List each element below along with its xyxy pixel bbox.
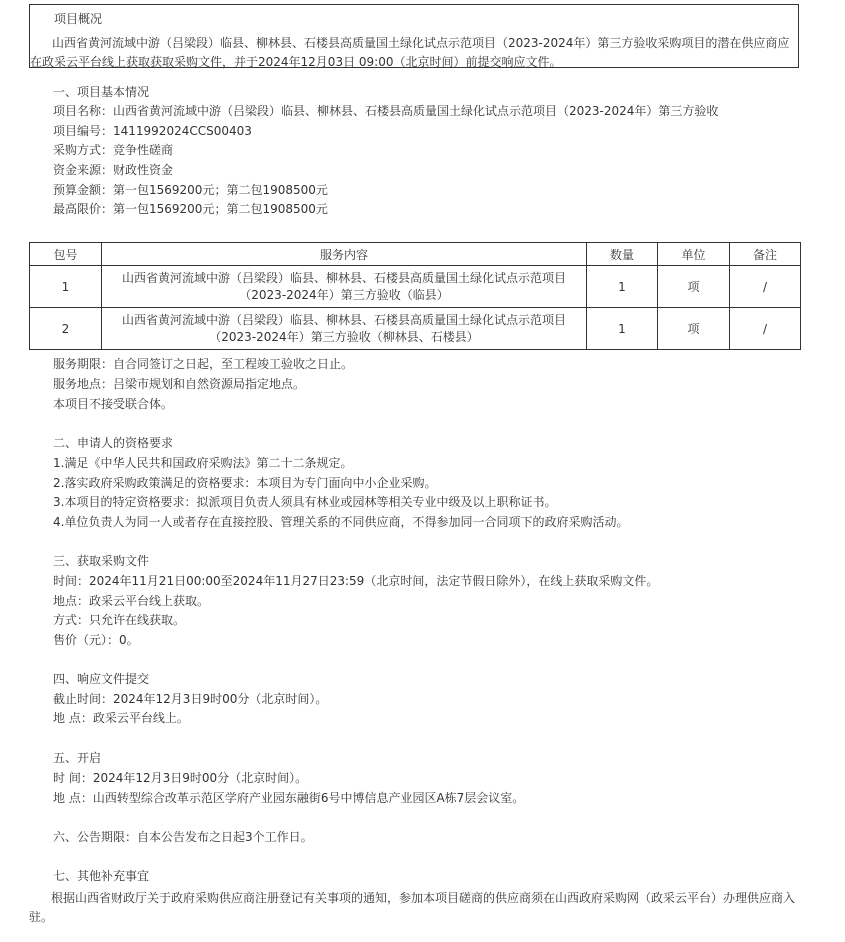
remark-cell: / [730, 308, 801, 350]
table-row [30, 308, 801, 350]
consortium-note: 本项目不接受联合体。 [53, 397, 174, 411]
budget-amount: 预算金额：第一包1569200元；第二包1908500元 [53, 183, 328, 197]
col-header-unit: 单位 [658, 243, 730, 266]
qualification-heading: 二、申请人的资格要求 [53, 436, 174, 450]
service-location: 服务地点：吕梁市规划和自然资源局指定地点。 [53, 377, 306, 391]
service-period: 服务期限：自合同签订之日起，至工程竣工验收之日止。 [53, 357, 354, 371]
service-content-cell: 山西省黄河流域中游（吕梁段）临县、柳林县、石楼县高质量国土绿化试点示范项目（2023-2024年）第三方验收（柳林县、石楼县） [102, 308, 587, 350]
basic-info-heading: 一、项目基本情况 [53, 85, 150, 99]
opening-place: 地 点：山西转型综合改革示范区学府产业园东融街6号中博信息产业园区A栋7层会议室。 [53, 791, 525, 805]
qualification-item: 2.落实政府采购政策满足的资格要求：本项目为专门面向中小企业采购。 [53, 476, 437, 490]
col-header-quantity: 数量 [587, 243, 658, 266]
max-price: 最高限价：第一包1569200元；第二包1908500元 [53, 202, 328, 216]
col-header-package-no: 包号 [30, 243, 102, 266]
opening-time: 时 间：2024年12月3日9时00分（北京时间）。 [53, 771, 308, 785]
funding-source: 资金来源：财政性资金 [53, 163, 174, 177]
col-header-service-content: 服务内容 [102, 243, 587, 266]
qualification-item: 4.单位负责人为同一人或者存在直接控股、管理关系的不同供应商，不得参加同一合同项下的政府采购活动。 [53, 515, 629, 529]
qualification-item: 3.本项目的特定资格要求：拟派项目负责人须具有林业或园林等相关专业中级及以上职称证书。 [53, 495, 557, 509]
notice-period: 六、公告期限：自本公告发布之日起3个工作日。 [53, 830, 313, 844]
submission-heading: 四、响应文件提交 [53, 672, 150, 686]
unit-cell: 项 [658, 266, 730, 308]
overview-text: 山西省黄河流域中游（吕梁段）临县、柳林县、石楼县高质量国土绿化试点示范项目（2023-2024年）第三方验收采购项目的潜在供应商应在政采云平台线上获取获取采购文件，并于2024年12月03日 09:00（北京时间）前提交响应文件。 [30, 36, 790, 69]
overview-title: 项目概况 [54, 12, 103, 26]
other-matters-text: 根据山西省财政厅关于政府采购供应商注册登记有关事项的通知，参加本项目磋商的供应商须在山西政府采购网（政采云平台）办理供应商入驻。 [29, 891, 796, 924]
obtain-time: 时间：2024年11月21日00:00至2024年11月27日23:59（北京时间，法定节假日除外），在线上获取采购文件。 [53, 574, 659, 588]
project-overview-box [29, 4, 799, 68]
qualification-item: 1.满足《中华人民共和国政府采购法》第二十二条规定。 [53, 456, 353, 470]
opening-heading: 五、开启 [53, 751, 102, 765]
quantity-cell: 1 [587, 308, 658, 350]
obtain-way: 方式：只允许在线获取。 [53, 613, 186, 627]
other-matters-heading: 七、其他补充事宜 [53, 869, 150, 883]
procurement-method: 采购方式：竞争性磋商 [53, 143, 174, 157]
obtain-price: 售价（元）：0。 [53, 633, 139, 647]
unit-cell: 项 [658, 308, 730, 350]
project-name: 项目名称：山西省黄河流域中游（吕梁段）临县、柳林县、石楼县高质量国土绿化试点示范项目（2023-2024年）第三方验收 [53, 104, 719, 118]
table-row [30, 266, 801, 308]
remark-cell: / [730, 266, 801, 308]
project-code: 项目编号：1411992024CCS00403 [53, 124, 252, 138]
submission-place: 地 点：政采云平台线上。 [53, 711, 189, 725]
submission-deadline: 截止时间：2024年12月3日9时00分（北京时间）。 [53, 692, 328, 706]
col-header-remark: 备注 [730, 243, 801, 266]
package-no-cell: 1 [30, 266, 102, 308]
package-table [29, 242, 801, 350]
quantity-cell: 1 [587, 266, 658, 308]
package-no-cell: 2 [30, 308, 102, 350]
service-content-cell: 山西省黄河流域中游（吕梁段）临县、柳林县、石楼县高质量国土绿化试点示范项目（2023-2024年）第三方验收（临县） [102, 266, 587, 308]
table-header-row [30, 243, 801, 266]
obtain-place: 地点：政采云平台线上获取。 [53, 594, 210, 608]
obtain-docs-heading: 三、获取采购文件 [53, 554, 150, 568]
